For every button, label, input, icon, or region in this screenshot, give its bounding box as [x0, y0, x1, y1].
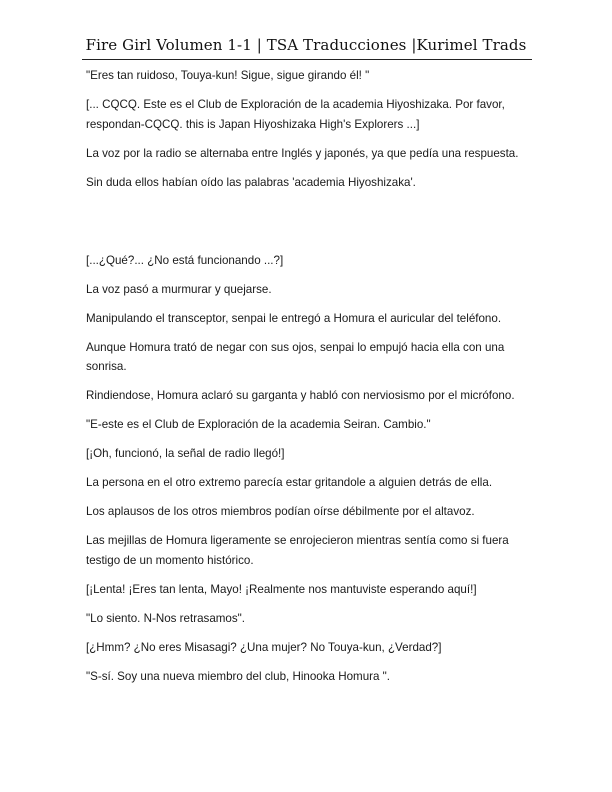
paragraph: Las mejillas de Homura ligeramente se enrojecieron mientras sentía como si fuera testigo de un momento histórico. [86, 534, 509, 567]
paragraph: "E-este es el Club de Exploración de la academia Seiran. Cambio." [86, 418, 431, 431]
paragraph: Aunque Homura trató de negar con sus ojos, senpai lo empujó hacia ella con una sonrisa. [86, 340, 505, 373]
paragraph: [...¿Qué?... ¿No está funcionando ...?] [86, 253, 284, 267]
paragraph: "Eres tan ruidoso, Touya-kun! Sigue, sigue girando él! " [86, 69, 370, 82]
paragraph: La persona en el otro extremo parecía estar gritandole a alguien detrás de ella. [86, 476, 493, 489]
paragraph: "Lo siento. N-Nos retrasamos". [86, 611, 246, 625]
paragraph: "S-sí. Soy una nueva miembro del club, Hinooka Homura ". [86, 669, 391, 683]
paragraph: [¿Hmm? ¿No eres Misasagi? ¿Una mujer? No Touya-kun, ¿Verdad?] [86, 640, 442, 654]
paragraph: La voz por la radio se alternaba entre Inglés y japonés, ya que pedía una respuesta. [86, 146, 519, 160]
document-body [86, 66, 546, 696]
paragraph: Manipulando el transceptor, senpai le entregó a Homura el auricular del teléfono. [86, 311, 502, 325]
paragraph: [¡Oh, funcionó, la señal de radio llegó!] [86, 447, 285, 460]
section-gap [86, 202, 546, 251]
page-header-title: Fire Girl Volumen 1-1 | TSA Traducciones |Kurimel Trads [85, 36, 527, 54]
paragraph: [¡Lenta! ¡Eres tan lenta, Mayo! ¡Realmente nos mantuviste esperando aquí!] [86, 582, 477, 596]
paragraph: Sin duda ellos habían oído las palabras 'academia Hiyoshizaka'. [86, 175, 416, 189]
paragraph: [... CQCQ. Este es el Club de Exploración de la academia Hiyoshizaka. Por favor, respondan-CQCQ. this is Japan Hiyoshizaka High's Explorers ...] [86, 98, 505, 131]
header-divider [82, 59, 532, 60]
paragraph: Rindiendose, Homura aclaró su garganta y habló con nerviosismo por el micrófono. [86, 389, 515, 402]
paragraph: Los aplausos de los otros miembros podían oírse débilmente por el altavoz. [86, 505, 475, 518]
paragraph: La voz pasó a murmurar y quejarse. [86, 282, 272, 296]
